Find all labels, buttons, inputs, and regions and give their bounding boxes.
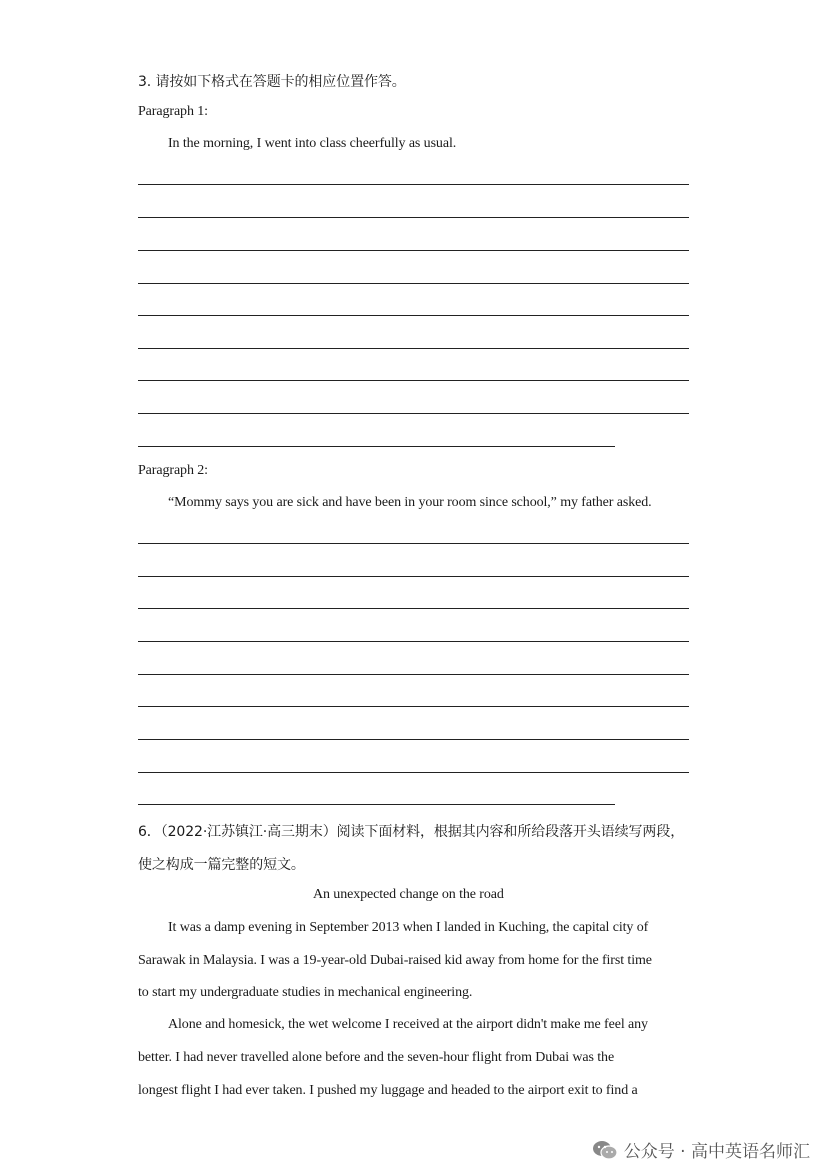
answer-line [138, 446, 615, 447]
passage-line: better. I had never travelled alone before and the seven-hour flight from Dubai was the [138, 1050, 615, 1065]
passage-line: Sarawak in Malaysia. I was a 19-year-old Dubai-raised kid away from home for the first time [138, 953, 652, 968]
paragraph-1-label: Paragraph 1: [138, 104, 208, 119]
answer-line [138, 315, 689, 316]
watermark-text: 公众号 · 高中英语名师汇 [623, 1142, 810, 1162]
answer-line [138, 250, 689, 251]
answer-line [138, 413, 689, 414]
answer-line [138, 804, 615, 805]
answer-line [138, 380, 689, 381]
question-3-heading: 3. 请按如下格式在答题卡的相应位置作答。 [138, 74, 406, 90]
answer-line [138, 674, 689, 675]
watermark [592, 1137, 810, 1162]
question-6-instruction-cont: 使之构成一篇完整的短文。 [138, 857, 305, 873]
passage-line: to start my undergraduate studies in mechanical engineering. [138, 985, 473, 1000]
paragraph-2-label: Paragraph 2: [138, 463, 208, 478]
answer-line [138, 772, 689, 773]
passage-line: longest flight I had ever taken. I pushed my luggage and headed to the airport exit to find a [138, 1083, 638, 1098]
question-6-instruction: 6．（2022·江苏镇江·高三期末）阅读下面材料，根据其内容和所给段落开头语续写两段， [138, 824, 685, 840]
answer-line [138, 283, 689, 284]
wechat-icon [592, 1140, 618, 1160]
answer-line [138, 641, 689, 642]
answer-line [138, 348, 689, 349]
answer-line [138, 739, 689, 740]
answer-line [138, 706, 689, 707]
answer-line [138, 184, 689, 185]
paragraph-1-opening: In the morning, I went into class cheerfully as usual. [168, 136, 457, 151]
answer-line [138, 576, 689, 577]
answer-line [138, 543, 689, 544]
passage-title: An unexpected change on the road [313, 887, 504, 902]
answer-line [138, 608, 689, 609]
paragraph-2-opening: “Mommy says you are sick and have been in your room since school,” my father asked. [168, 495, 652, 510]
passage-line: It was a damp evening in September 2013 when I landed in Kuching, the capital city of [168, 920, 649, 935]
passage-line: Alone and homesick, the wet welcome I received at the airport didn't make me feel any [168, 1017, 648, 1032]
answer-line [138, 217, 689, 218]
